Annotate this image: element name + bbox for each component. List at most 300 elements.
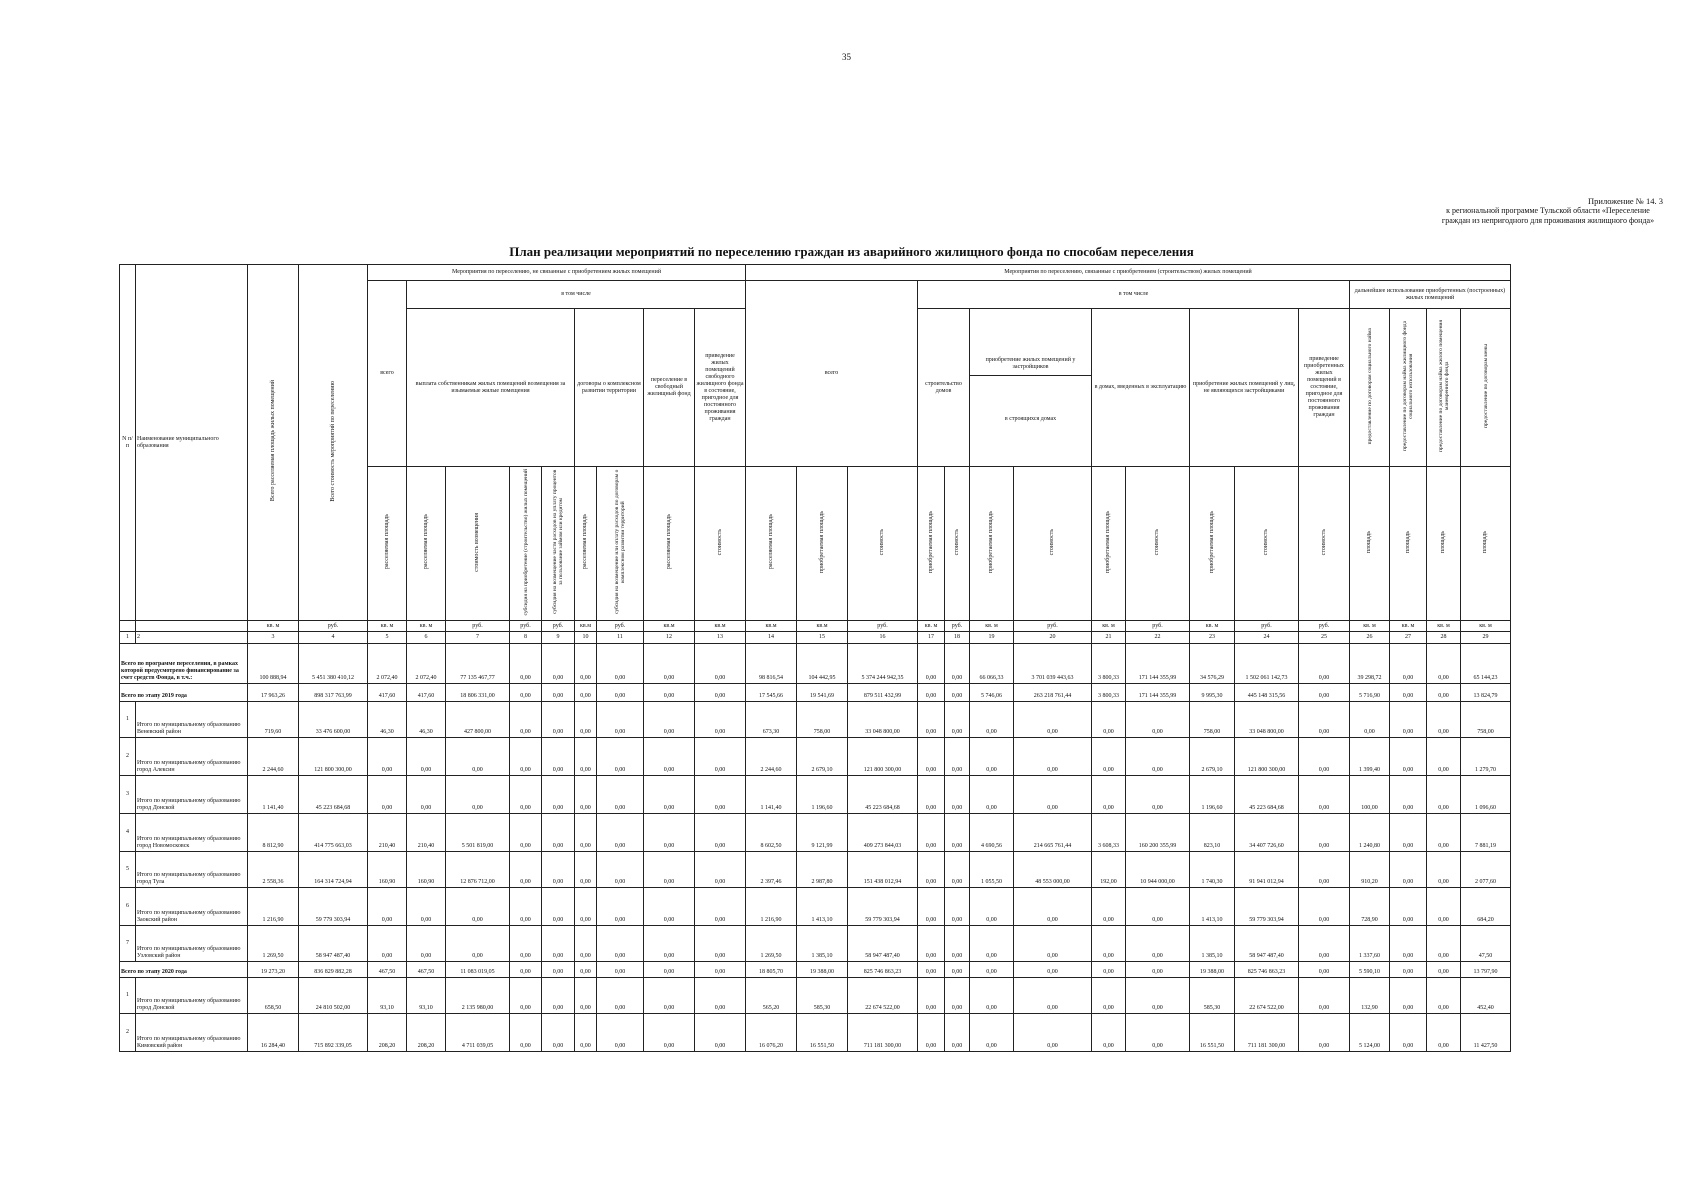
unit-cell: кв. м: [1190, 621, 1235, 632]
value-cell: 0,00: [597, 738, 644, 776]
table-row: [120, 702, 1511, 738]
total-row: [120, 962, 1511, 978]
value-cell: 0,00: [1427, 888, 1461, 926]
value-cell: 0,00: [695, 888, 746, 926]
column-number: 28: [1427, 632, 1461, 644]
value-cell: 93,10: [368, 978, 407, 1014]
value-cell: 0,00: [1014, 702, 1092, 738]
value-cell: 0,00: [597, 888, 644, 926]
value-cell: 1 279,70: [1461, 738, 1511, 776]
value-cell: 417,60: [368, 684, 407, 702]
value-cell: 3 608,33: [1092, 814, 1126, 852]
value-cell: 0,00: [695, 852, 746, 888]
value-cell: 0,00: [1126, 962, 1190, 978]
value-cell: 0,00: [597, 814, 644, 852]
value-cell: 684,20: [1461, 888, 1511, 926]
value-cell: 121 800 300,00: [848, 738, 918, 776]
acq-dev-header: приобретение жилых помещений у застройщиков: [970, 353, 1091, 376]
value-cell: 0,00: [1427, 644, 1461, 684]
municipality-name: Итого по муниципальному образованию город Донской: [136, 978, 248, 1014]
value-cell: 0,00: [510, 978, 542, 1014]
value-cell: 16 551,50: [1190, 1014, 1235, 1052]
value-cell: 0,00: [695, 962, 746, 978]
value-cell: 59 779 303,94: [848, 888, 918, 926]
sub-24: стоимость: [1235, 467, 1299, 621]
value-cell: 0,00: [1390, 738, 1427, 776]
value-cell: 0,00: [597, 1014, 644, 1052]
value-cell: 171 144 355,99: [1126, 684, 1190, 702]
value-cell: 0,00: [945, 684, 970, 702]
value-cell: 0,00: [1092, 888, 1126, 926]
value-cell: 0,00: [644, 738, 695, 776]
value-cell: 45 223 684,68: [1235, 776, 1299, 814]
column-number: 24: [1235, 632, 1299, 644]
value-cell: 879 511 432,99: [848, 684, 918, 702]
value-cell: 0,00: [542, 1014, 575, 1052]
value-cell: 565,20: [746, 978, 797, 1014]
sub-19: приобретаемая площадь: [970, 467, 1014, 621]
value-cell: 0,00: [695, 1014, 746, 1052]
value-cell: 19 388,00: [797, 962, 848, 978]
value-cell: 0,00: [1427, 738, 1461, 776]
value-cell: 0,00: [1092, 738, 1126, 776]
value-cell: 2 072,40: [407, 644, 446, 684]
value-cell: 0,00: [1390, 776, 1427, 814]
value-cell: 0,00: [970, 776, 1014, 814]
table-row: [120, 926, 1511, 962]
unit-cell: руб.: [1014, 621, 1092, 632]
column-number: 5: [368, 632, 407, 644]
resettlement-plan-table: [119, 264, 1511, 1052]
value-cell: 0,00: [1299, 888, 1350, 926]
value-cell: 825 746 863,23: [1235, 962, 1299, 978]
value-cell: 0,00: [542, 776, 575, 814]
value-cell: 0,00: [1350, 702, 1390, 738]
value-cell: 0,00: [644, 888, 695, 926]
column-number: 18: [945, 632, 970, 644]
value-cell: 0,00: [1299, 852, 1350, 888]
total-row: [120, 684, 1511, 702]
value-cell: 1 240,80: [1350, 814, 1390, 852]
payout-header: выплата собственникам жилых помещений возмещения за изымаемые жилые помещения: [407, 309, 575, 467]
municipality-name: Итого по муниципальному образованию Кимовский район: [136, 1014, 248, 1052]
value-cell: 3 701 039 443,63: [1014, 644, 1092, 684]
table-row: [120, 776, 1511, 814]
group-b-all: всего: [746, 281, 918, 467]
sub-21: приобретаемая площадь: [1092, 467, 1126, 621]
value-cell: 5 590,10: [1350, 962, 1390, 978]
value-cell: 0,00: [1427, 1014, 1461, 1052]
value-cell: 0,00: [575, 814, 597, 852]
value-cell: 0,00: [1390, 888, 1427, 926]
value-cell: 104 442,95: [797, 644, 848, 684]
value-cell: 39 298,72: [1350, 644, 1390, 684]
unit-cell: кв. м: [1350, 621, 1390, 632]
value-cell: 0,00: [542, 962, 575, 978]
value-cell: 0,00: [1092, 962, 1126, 978]
value-cell: 0,00: [1126, 738, 1190, 776]
value-cell: 758,00: [797, 702, 848, 738]
row-number: 4: [120, 814, 136, 852]
value-cell: 0,00: [510, 1014, 542, 1052]
value-cell: 0,00: [695, 926, 746, 962]
value-cell: 0,00: [575, 776, 597, 814]
table-row: [120, 888, 1511, 926]
further-use-header: дальнейшее использование приобретенных (построенных) жилых помещений: [1350, 281, 1511, 309]
unit-cell: кв. м: [368, 621, 407, 632]
value-cell: 208,20: [407, 1014, 446, 1052]
value-cell: 5 716,90: [1350, 684, 1390, 702]
unit-cell: руб.: [1126, 621, 1190, 632]
value-cell: 0,00: [644, 684, 695, 702]
value-cell: 898 317 763,99: [299, 684, 368, 702]
unit-cell: руб.: [945, 621, 970, 632]
value-cell: 0,00: [1092, 978, 1126, 1014]
value-cell: 0,00: [695, 776, 746, 814]
col-total-area: Всего расселяемая площадь жилых помещений: [248, 265, 299, 621]
value-cell: 5 124,00: [1350, 1014, 1390, 1052]
value-cell: 0,00: [970, 962, 1014, 978]
value-cell: 0,00: [1299, 1014, 1350, 1052]
sub-29: площадь: [1461, 467, 1511, 621]
value-cell: 0,00: [542, 926, 575, 962]
value-cell: 47,50: [1461, 926, 1511, 962]
value-cell: 0,00: [510, 814, 542, 852]
value-cell: 2 558,36: [248, 852, 299, 888]
value-cell: 0,00: [695, 702, 746, 738]
value-cell: 2 679,10: [1190, 738, 1235, 776]
value-cell: 59 779 303,94: [299, 888, 368, 926]
value-cell: 0,00: [945, 852, 970, 888]
value-cell: 0,00: [597, 644, 644, 684]
value-cell: 836 829 882,28: [299, 962, 368, 978]
value-cell: 0,00: [918, 978, 945, 1014]
value-cell: 1 216,90: [248, 888, 299, 926]
value-cell: 164 314 724,94: [299, 852, 368, 888]
row-label: Всего по этапу 2020 года: [120, 962, 248, 978]
column-number: 9: [542, 632, 575, 644]
value-cell: 160,90: [407, 852, 446, 888]
unit-cell: кв. м: [1092, 621, 1126, 632]
document-title: План реализации мероприятий по переселению граждан из аварийного жилищного фонда по способам переселения: [509, 244, 1194, 259]
value-cell: 8 602,50: [746, 814, 797, 852]
value-cell: 9 121,99: [797, 814, 848, 852]
value-cell: 0,00: [918, 852, 945, 888]
value-cell: 0,00: [644, 978, 695, 1014]
value-cell: 0,00: [918, 738, 945, 776]
value-cell: 758,00: [1190, 702, 1235, 738]
unit-cell: кв. м: [1390, 621, 1427, 632]
column-number: 25: [1299, 632, 1350, 644]
column-number: 17: [918, 632, 945, 644]
value-cell: 0,00: [945, 776, 970, 814]
sub-17: приобретаемая площадь: [918, 467, 945, 621]
value-cell: 0,00: [1390, 644, 1427, 684]
column-number-row: [120, 632, 1511, 644]
value-cell: 0,00: [510, 776, 542, 814]
value-cell: 77 135 467,77: [446, 644, 510, 684]
value-cell: 0,00: [597, 684, 644, 702]
value-cell: 0,00: [644, 644, 695, 684]
value-cell: 19 273,20: [248, 962, 299, 978]
value-cell: 171 144 355,99: [1126, 644, 1190, 684]
row-number: 5: [120, 852, 136, 888]
value-cell: 0,00: [1092, 702, 1126, 738]
appendix-subtitle: к региональной программе Тульской области «Переселение граждан из непригодного для проживания жилищного фонда»: [1441, 206, 1655, 225]
column-number: 8: [510, 632, 542, 644]
value-cell: 132,90: [1350, 978, 1390, 1014]
value-cell: 59 779 303,94: [1235, 888, 1299, 926]
value-cell: 0,00: [644, 776, 695, 814]
appendix-note: [1433, 196, 1663, 226]
value-cell: 263 218 761,44: [1014, 684, 1092, 702]
value-cell: 711 181 300,00: [1235, 1014, 1299, 1052]
sub-23: приобретаемая площадь: [1190, 467, 1235, 621]
value-cell: 9 995,30: [1190, 684, 1235, 702]
value-cell: 1 337,60: [1350, 926, 1390, 962]
column-number: 7: [446, 632, 510, 644]
value-cell: 0,00: [1390, 814, 1427, 852]
value-cell: 0,00: [695, 978, 746, 1014]
value-cell: 0,00: [945, 814, 970, 852]
sub-6: расселяемая площадь: [407, 467, 446, 621]
value-cell: 0,00: [695, 814, 746, 852]
value-cell: 0,00: [597, 776, 644, 814]
value-cell: 0,00: [1126, 702, 1190, 738]
municipality-name: Итого по муниципальному образованию город Тула: [136, 852, 248, 888]
value-cell: 98 816,54: [746, 644, 797, 684]
row-number: 1: [120, 702, 136, 738]
sub-10: расселяемая площадь: [575, 467, 597, 621]
value-cell: 0,00: [1299, 738, 1350, 776]
value-cell: 0,00: [1014, 776, 1092, 814]
value-cell: 823,10: [1190, 814, 1235, 852]
value-cell: 0,00: [1014, 1014, 1092, 1052]
value-cell: 0,00: [1092, 1014, 1126, 1052]
value-cell: 5 374 244 942,35: [848, 644, 918, 684]
value-cell: 66 066,33: [970, 644, 1014, 684]
sub-14: расселяемая площадь: [746, 467, 797, 621]
value-cell: 91 941 012,94: [1235, 852, 1299, 888]
value-cell: 11 083 019,05: [446, 962, 510, 978]
value-cell: 93,10: [407, 978, 446, 1014]
value-cell: 121 800 300,00: [1235, 738, 1299, 776]
value-cell: 0,00: [1299, 702, 1350, 738]
table-row: [120, 814, 1511, 852]
value-cell: 0,00: [407, 738, 446, 776]
value-cell: 0,00: [510, 888, 542, 926]
value-cell: 0,00: [1126, 776, 1190, 814]
unit-cell: кв. м: [918, 621, 945, 632]
value-cell: 5 451 380 410,12: [299, 644, 368, 684]
value-cell: 0,00: [1427, 962, 1461, 978]
column-number: 21: [1092, 632, 1126, 644]
row-label: Всего по программе переселения, в рамках которой предусмотрено финансирование за счет средств Фонда, в т.ч.:: [120, 644, 248, 684]
value-cell: 467,50: [407, 962, 446, 978]
value-cell: 2 244,60: [746, 738, 797, 776]
value-cell: 58 947 487,40: [299, 926, 368, 962]
column-number: 13: [695, 632, 746, 644]
value-cell: 1 196,60: [1190, 776, 1235, 814]
column-number: 3: [248, 632, 299, 644]
value-cell: 0,00: [945, 644, 970, 684]
value-cell: 10 944 000,00: [1126, 852, 1190, 888]
value-cell: 0,00: [644, 1014, 695, 1052]
table-row: [120, 978, 1511, 1014]
value-cell: 16 284,40: [248, 1014, 299, 1052]
value-cell: 1 096,60: [1461, 776, 1511, 814]
value-cell: 0,00: [1014, 738, 1092, 776]
value-cell: 0,00: [1390, 852, 1427, 888]
value-cell: 17 545,66: [746, 684, 797, 702]
value-cell: 0,00: [644, 702, 695, 738]
column-number: 29: [1461, 632, 1511, 644]
table-row: [120, 1014, 1511, 1052]
value-cell: 0,00: [1390, 962, 1427, 978]
value-cell: 34 407 726,60: [1235, 814, 1299, 852]
value-cell: 0,00: [644, 852, 695, 888]
value-cell: 58 947 487,40: [1235, 926, 1299, 962]
value-cell: 0,00: [446, 776, 510, 814]
municipality-name: Итого по муниципальному образованию Веневский район: [136, 702, 248, 738]
column-number: 6: [407, 632, 446, 644]
value-cell: 33 476 600,00: [299, 702, 368, 738]
value-cell: 22 674 522,00: [848, 978, 918, 1014]
value-cell: 0,00: [597, 852, 644, 888]
unit-cell: руб.: [1299, 621, 1350, 632]
value-cell: 0,00: [597, 978, 644, 1014]
value-cell: 0,00: [1427, 702, 1461, 738]
unit-cell: кв. м: [407, 621, 446, 632]
sub-8: субсидия на приобретение (строительство) жилых помещений: [510, 467, 542, 621]
unit-cell: руб.: [446, 621, 510, 632]
value-cell: 0,00: [1299, 962, 1350, 978]
value-cell: 1 413,10: [797, 888, 848, 926]
value-cell: 17 963,26: [248, 684, 299, 702]
value-cell: 100,00: [1350, 776, 1390, 814]
value-cell: 0,00: [945, 978, 970, 1014]
value-cell: 1 269,50: [746, 926, 797, 962]
value-cell: 0,00: [575, 1014, 597, 1052]
value-cell: 192,00: [1092, 852, 1126, 888]
value-cell: 7 881,19: [1461, 814, 1511, 852]
total-row: [120, 644, 1511, 684]
value-cell: 0,00: [368, 738, 407, 776]
value-cell: 0,00: [644, 962, 695, 978]
unit-cell: кв. м: [248, 621, 299, 632]
fu3-header: предоставление по договорам найма жилого помещения маневренного фонда: [1427, 309, 1461, 467]
value-cell: 2 397,46: [746, 852, 797, 888]
value-cell: 1 740,30: [1190, 852, 1235, 888]
table-row: [120, 852, 1511, 888]
column-number: 23: [1190, 632, 1235, 644]
value-cell: 45 223 684,68: [299, 776, 368, 814]
column-number: 14: [746, 632, 797, 644]
value-cell: 452,40: [1461, 978, 1511, 1014]
bring-free-header: приведение жилых помещений свободного жилищного фонда в состояние, пригодное для постоянного проживания граждан: [695, 309, 746, 467]
value-cell: 0,00: [510, 852, 542, 888]
value-cell: 0,00: [510, 684, 542, 702]
col-npp: N п/п: [120, 265, 136, 621]
group-b-in-that: в том числе: [918, 281, 1350, 309]
value-cell: 0,00: [918, 888, 945, 926]
value-cell: 33 048 800,00: [848, 702, 918, 738]
municipality-name: Итого по муниципальному образованию город Новомосковск: [136, 814, 248, 852]
value-cell: 5 501 819,00: [446, 814, 510, 852]
sub-28: площадь: [1427, 467, 1461, 621]
unit-cell: кв.м: [644, 621, 695, 632]
resettle-free-header: переселение в свободный жилищный фонд: [644, 309, 695, 467]
municipality-name: Итого по муниципальному образованию город Донской: [136, 776, 248, 814]
value-cell: 0,00: [1126, 1014, 1190, 1052]
value-cell: 208,20: [368, 1014, 407, 1052]
value-cell: 0,00: [1390, 926, 1427, 962]
appendix-title: Приложение № 14. 3: [1588, 196, 1663, 206]
value-cell: 1 413,10: [1190, 888, 1235, 926]
value-cell: 0,00: [945, 926, 970, 962]
value-cell: 2 987,80: [797, 852, 848, 888]
value-cell: 0,00: [918, 814, 945, 852]
row-number: 7: [120, 926, 136, 962]
value-cell: 0,00: [1092, 776, 1126, 814]
column-number: 19: [970, 632, 1014, 644]
value-cell: 0,00: [597, 962, 644, 978]
group-b-header: Мероприятия по переселению, связанные с приобретением (строительством) жилых помещений: [746, 265, 1511, 281]
municipality-name: Итого по муниципальному образованию Узловский район: [136, 926, 248, 962]
column-number: 20: [1014, 632, 1092, 644]
value-cell: 0,00: [1126, 926, 1190, 962]
row-number: 2: [120, 1014, 136, 1052]
value-cell: 0,00: [510, 926, 542, 962]
fu1-header: предоставление по договорам социального найма: [1350, 309, 1390, 467]
row-number: 6: [120, 888, 136, 926]
value-cell: 2 077,60: [1461, 852, 1511, 888]
value-cell: 18 805,70: [746, 962, 797, 978]
value-cell: 18 806 331,00: [446, 684, 510, 702]
sub-22: стоимость: [1126, 467, 1190, 621]
value-cell: 0,00: [1014, 888, 1092, 926]
value-cell: 0,00: [945, 702, 970, 738]
value-cell: 24 810 502,00: [299, 978, 368, 1014]
value-cell: 46,30: [407, 702, 446, 738]
value-cell: 1 141,40: [248, 776, 299, 814]
row-number: 1: [120, 978, 136, 1014]
col-mo-name: Наименование муниципального образования: [136, 265, 248, 621]
group-a-all: всего: [368, 281, 407, 467]
in-use-header: в домах, введенных в эксплуатацию: [1092, 309, 1190, 467]
value-cell: 0,00: [446, 926, 510, 962]
value-cell: 0,00: [575, 702, 597, 738]
value-cell: 0,00: [945, 888, 970, 926]
value-cell: 0,00: [970, 926, 1014, 962]
unit-cell: кв.м: [746, 621, 797, 632]
unit-cell: кв. м: [1461, 621, 1511, 632]
value-cell: 0,00: [446, 738, 510, 776]
value-cell: 34 576,29: [1190, 644, 1235, 684]
value-cell: 100 888,94: [248, 644, 299, 684]
value-cell: 0,00: [575, 926, 597, 962]
value-cell: 0,00: [575, 978, 597, 1014]
value-cell: 0,00: [918, 926, 945, 962]
value-cell: 0,00: [1299, 926, 1350, 962]
value-cell: 417,60: [407, 684, 446, 702]
value-cell: 0,00: [1299, 776, 1350, 814]
sub-12: расселяемая площадь: [644, 467, 695, 621]
column-number: 12: [644, 632, 695, 644]
value-cell: 658,50: [248, 978, 299, 1014]
row-label: Всего по этапу 2019 года: [120, 684, 248, 702]
construction-header: строительство домов: [918, 309, 970, 467]
